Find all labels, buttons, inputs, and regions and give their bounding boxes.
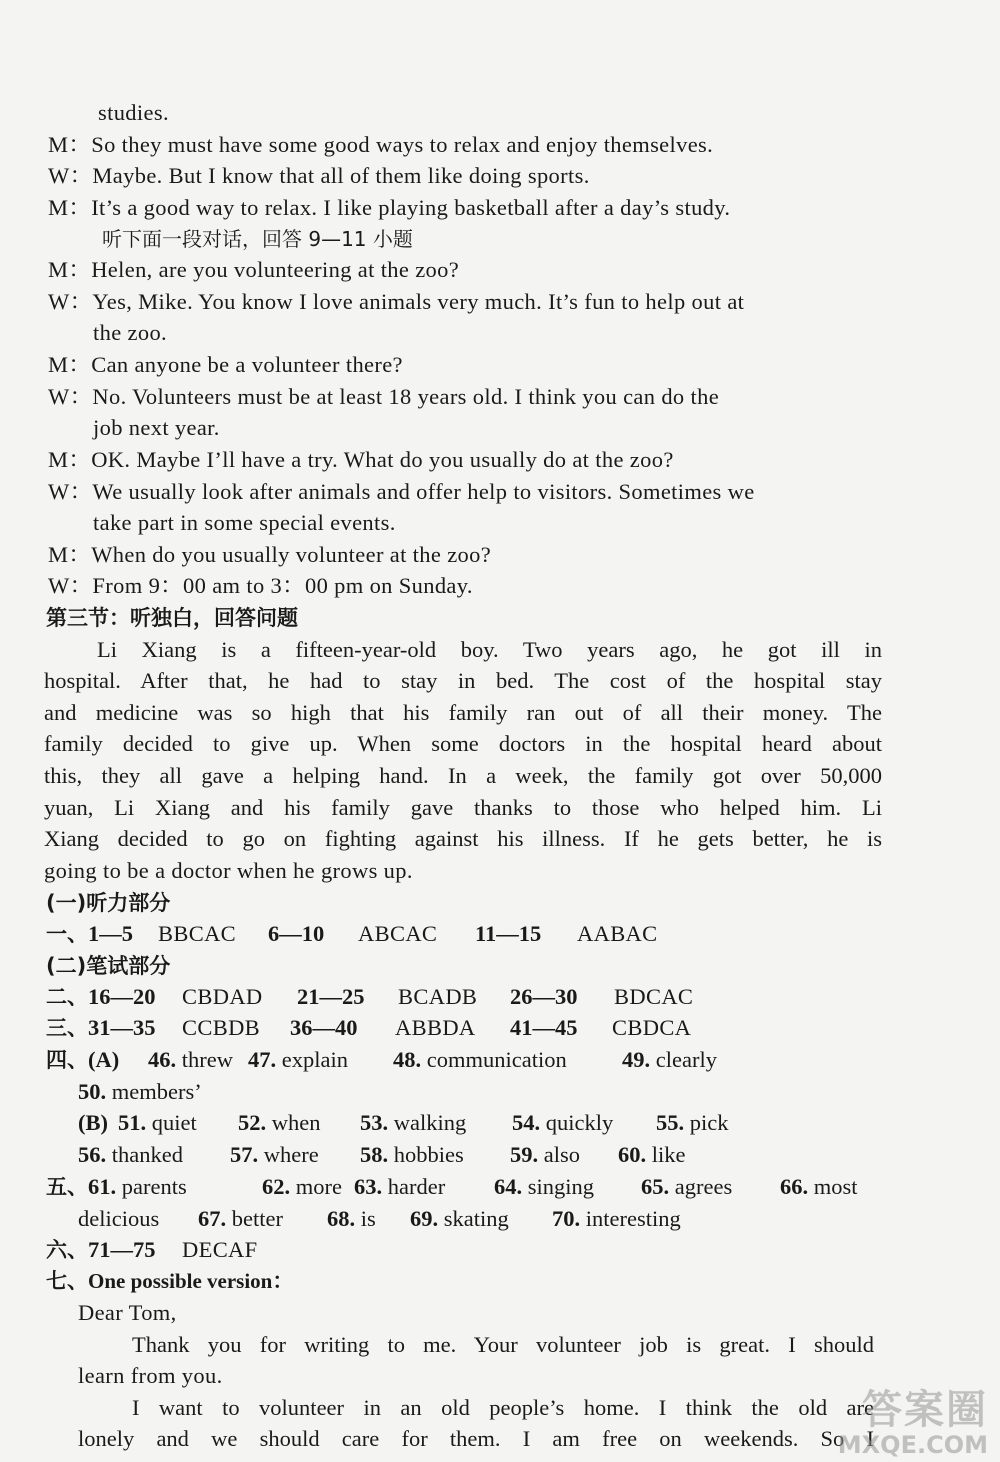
answer-value: AABAC <box>577 921 658 946</box>
row-prefix: 五、 <box>46 1175 88 1199</box>
row-prefix: 七、 <box>46 1269 88 1293</box>
answer-range: 6—10 <box>268 921 325 946</box>
watermark-url: MXQE.COM <box>837 1431 988 1459</box>
dialogue-heading: 听下面一段对话，回答 9—11 小题 <box>102 227 413 251</box>
dialogue-line: W：No. Volunteers must be at least 18 years old. I think you can do the <box>48 384 720 409</box>
answer-value: ABBDA <box>395 1015 476 1040</box>
answer-continuation: delicious <box>78 1206 160 1231</box>
row-prefix: 一、 <box>46 922 88 946</box>
answer-item: 55. pick <box>656 1110 729 1135</box>
answer-item: 68. is <box>327 1206 376 1231</box>
answer-item: 66. most <box>780 1174 858 1199</box>
sub-part-label: (B) <box>78 1110 108 1135</box>
answer-value: BBCAC <box>158 921 237 946</box>
dialogue-line: W：From 9：00 am to 3：00 pm on Sunday. <box>48 573 473 598</box>
answer-item: 65. agrees <box>641 1174 733 1199</box>
answer-value: ABCAC <box>358 921 438 946</box>
row-prefix: 三、 <box>46 1016 88 1040</box>
paragraph-line: hospital. After that, he had to stay in bed. The cost of the hospital stay <box>44 668 882 693</box>
answer-range: 26—30 <box>510 984 578 1009</box>
paragraph-line: yuan, Li Xiang and his family gave thanks to those who helped him. Li <box>44 795 882 820</box>
letter-line: learn from you. <box>78 1363 223 1388</box>
answer-item: 52. when <box>238 1110 321 1135</box>
watermark-logo: 答案圈 <box>862 1387 988 1433</box>
dialogue-line: M：So they must have some good ways to relax and enjoy themselves. <box>48 132 714 157</box>
dialogue-line: job next year. <box>93 415 220 440</box>
answer-item: 58. hobbies <box>360 1142 464 1167</box>
sub-part-label: One possible version： <box>88 1269 294 1293</box>
answer-value: CCBDB <box>182 1015 261 1040</box>
dialogue-line: studies. <box>98 100 169 125</box>
answer-row <box>46 919 133 949</box>
paragraph-line: going to be a doctor when he grows up. <box>44 858 413 883</box>
answer-row <box>46 1235 156 1265</box>
answer-item: 62. more <box>262 1174 342 1199</box>
answer-row <box>46 1266 293 1296</box>
part-heading: (一)听力部分 <box>46 891 171 915</box>
dialogue-line: M：Helen, are you volunteering at the zoo? <box>48 257 460 282</box>
answer-range: 36—40 <box>290 1015 358 1040</box>
letter-greeting: Dear Tom, <box>78 1300 177 1325</box>
dialogue-line: M：It’s a good way to relax. I like playing basketball after a day’s study. <box>48 195 731 220</box>
watermark <box>838 1388 988 1458</box>
answer-item: 56. thanked <box>78 1142 183 1167</box>
answer-row <box>46 982 156 1012</box>
dialogue-line: W：Maybe. But I know that all of them like doing sports. <box>48 163 590 188</box>
answer-item: 50. members’ <box>78 1079 202 1104</box>
answer-row: 五、61. parents <box>46 1174 187 1199</box>
dialogue-line: M：OK. Maybe I’ll have a try. What do you usually do at the zoo? <box>48 447 674 472</box>
answer-range: 31—35 <box>88 1015 156 1040</box>
paragraph-line: family decided to give up. When some doctors in the hospital heard about <box>44 731 882 756</box>
answer-item: 63. harder <box>354 1174 446 1199</box>
paragraph-line: this, they all gave a helping hand. In a week, the family got over 50,000 <box>44 763 882 788</box>
row-prefix: 四、 <box>46 1048 88 1072</box>
dialogue-line: W：Yes, Mike. You know I love animals very much. It’s fun to help out at <box>48 289 745 314</box>
paragraph-line: Xiang decided to go on fighting against his illness. If he gets better, he is <box>44 826 882 851</box>
answer-item: 48. communication <box>393 1047 567 1072</box>
row-prefix: 六、 <box>46 1238 88 1262</box>
sub-part-label: (A) <box>88 1047 120 1072</box>
answer-item: 51. quiet <box>118 1110 197 1135</box>
answer-item: 70. interesting <box>552 1206 681 1231</box>
answer-range: 41—45 <box>510 1015 578 1040</box>
answer-value: DECAF <box>182 1237 258 1262</box>
part-heading: (二)笔试部分 <box>46 954 171 978</box>
answer-range: 71—75 <box>88 1237 156 1262</box>
answer-item: 57. where <box>230 1142 319 1167</box>
answer-value: BDCAC <box>614 984 694 1009</box>
paragraph-line: and medicine was so high that his family ran out of all their money. The <box>44 700 882 725</box>
paragraph-line: Li Xiang is a fifteen-year-old boy. Two years ago, he got ill in <box>97 637 882 662</box>
answer-value: BCADB <box>398 984 478 1009</box>
answer-item: 59. also <box>510 1142 580 1167</box>
answer-item: 49. clearly <box>622 1047 717 1072</box>
dialogue-line: take part in some special events. <box>93 510 396 535</box>
section-heading: 第三节：听独白，回答问题 <box>46 606 298 630</box>
letter-line: lonely and we should care for them. I am free on weekends. So I <box>78 1426 874 1451</box>
answer-item: 54. quickly <box>512 1110 614 1135</box>
letter-line: I want to volunteer in an old people’s home. I think the old are <box>132 1395 874 1420</box>
answer-item: 64. singing <box>494 1174 595 1199</box>
dialogue-line: W：We usually look after animals and offer help to visitors. Sometimes we <box>48 479 755 504</box>
dialogue-line: M：Can anyone be a volunteer there? <box>48 352 403 377</box>
answer-item: 53. walking <box>360 1110 467 1135</box>
answer-value: CBDAD <box>182 984 263 1009</box>
answer-range: 16—20 <box>88 984 156 1009</box>
answer-item: 60. like <box>618 1142 686 1167</box>
answer-item: 46. threw <box>148 1047 233 1072</box>
answer-item: 67. better <box>198 1206 283 1231</box>
answer-row <box>46 1045 119 1075</box>
dialogue-line: the zoo. <box>93 320 168 345</box>
answer-item: 69. skating <box>410 1206 509 1231</box>
answer-value: CBDCA <box>612 1015 692 1040</box>
answer-range: 11—15 <box>475 921 542 946</box>
row-prefix: 二、 <box>46 985 88 1009</box>
letter-line: Thank you for writing to me. Your volunteer job is great. I should <box>132 1332 874 1357</box>
answer-range: 1—5 <box>88 921 133 946</box>
answer-row <box>46 1013 156 1043</box>
answer-range: 21—25 <box>297 984 365 1009</box>
dialogue-line: M：When do you usually volunteer at the zoo? <box>48 542 492 567</box>
answer-item: 47. explain <box>248 1047 348 1072</box>
